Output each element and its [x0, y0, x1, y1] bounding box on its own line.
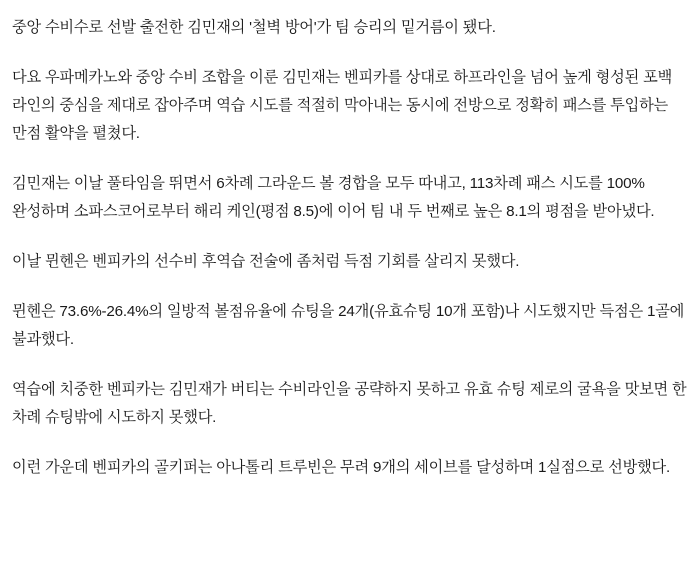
article-paragraph: 역습에 치중한 벤피카는 김민재가 버티는 수비라인을 공략하지 못하고 유효 슈팅 제로의 굴욕을 맛보면 한 차례 슈팅밖에 시도하지 못했다. [12, 381, 687, 426]
article-paragraph: 이날 뮌헨은 벤피카의 선수비 후역습 전술에 좀처럼 득점 기회를 살리지 못했다. [12, 253, 520, 270]
article-paragraph: 이런 가운데 벤피카의 골키퍼는 아나톨리 트루빈은 무려 9개의 세이브를 달성하며 1실점으로 선방했다. [12, 459, 671, 476]
article-paragraph: 중앙 수비수로 선발 출전한 김민재의 '철벽 방어'가 팀 승리의 밑거름이 됐다. [12, 19, 496, 36]
article-paragraph: 뮌헨은 73.6%-26.4%의 일방적 볼점유율에 슈팅을 24개(유효슈팅 10개 포함)나 시도했지만 득점은 1골에 불과했다. [12, 303, 685, 348]
article-paragraph: 김민재는 이날 풀타임을 뛰면서 6차례 그라운드 볼 경합을 모두 따내고, 113차례 패스 시도를 100% 완성하며 소파스코어로부터 해리 케인(평점 8.5)에 이어 팀 내 두 번째로 높은 8.1의 평점을 받아냈다. [12, 175, 655, 220]
article-paragraph: 다요 우파메카노와 중앙 수비 조합을 이룬 김민재는 벤피카를 상대로 하프라인을 넘어 높게 형성된 포백 라인의 중심을 제대로 잡아주며 역습 시도를 적절히 막아내는 동시에 전방으로 정확히 패스를 투입하는 만점 활약을 펼쳤다. [12, 69, 673, 142]
